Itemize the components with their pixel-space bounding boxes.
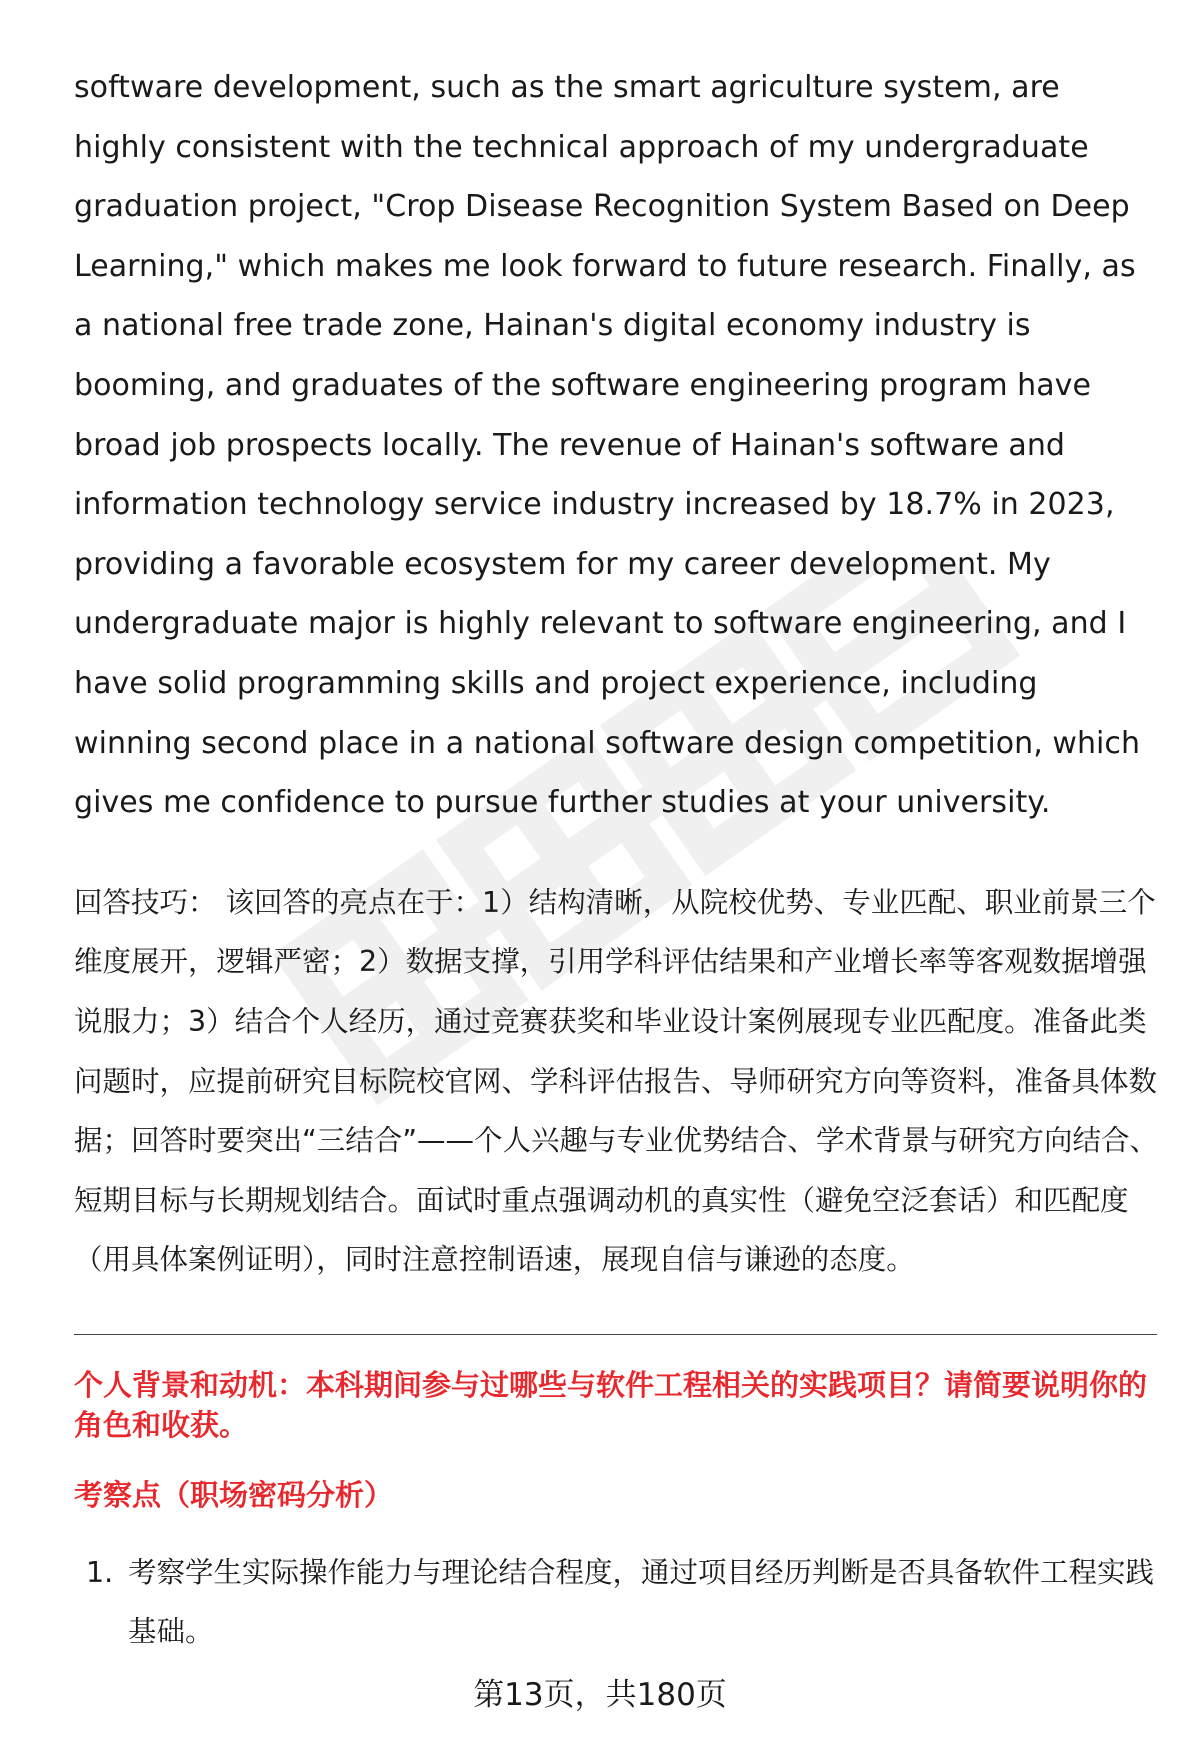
page-content bbox=[74, 58, 1160, 1661]
list-item-number: 1. bbox=[86, 1555, 114, 1589]
list-item-text: 考察学生实际操作能力与理论结合程度，通过项目经历判断是否具备软件工程实践基础。 bbox=[128, 1555, 1155, 1648]
assessment-points-list bbox=[74, 1543, 1160, 1661]
section-divider bbox=[74, 1334, 1157, 1335]
page-number-footer: 第13页，共180页 bbox=[473, 1677, 727, 1713]
list-item bbox=[74, 1543, 1160, 1661]
assessment-subheading: 考察点（职场密码分析） bbox=[74, 1477, 394, 1512]
body-paragraph: software development, such as the smart agriculture system, are highly consistent with the technical approach of my undergraduate graduation project, "Crop Disease Recognition System Based on Deep Learning," which makes me look forward to future research. Finally, as a national free trade zone, Hainan's digital economy industry is booming, and graduates of the software engineering program have broad job prospects locally. The revenue of Hainan's software and information technology service industry increased by 18.7% in 2023, providing a favorable ecosystem for my career development. My undergraduate major is highly relevant to software engineering, and I have solid programming skills and project experience, including winning second place in a national software design competition, which gives me confidence to pursue further studies at your university. bbox=[74, 70, 1141, 821]
answer-tip: 回答技巧： 该回答的亮点在于：1）结构清晰，从院校优势、专业匹配、职业前景三个维度展开，逻辑严密；2）数据支撑，引用学科评估结果和产业增长率等客观数据增强说服力；3）结合个人经历，通过竞赛获奖和毕业设计案例展现专业匹配度。准备此类问题时，应提前研究目标院校官网、学科评估报告、导师研究方向等资料，准备具体数据；回答时要突出“三结合”——个人兴趣与专业优势结合、学术背景与研究方向结合、短期目标与长期规划结合。面试时重点强调动机的真实性（避免空泛套话）和匹配度（用具体案例证明），同时注意控制语速，展现自信与谦逊的态度。 bbox=[74, 885, 1159, 1277]
question-heading: 个人背景和动机：本科期间参与过哪些与软件工程相关的实践项目？请简要说明你的角色和收获。 bbox=[74, 1367, 1148, 1442]
